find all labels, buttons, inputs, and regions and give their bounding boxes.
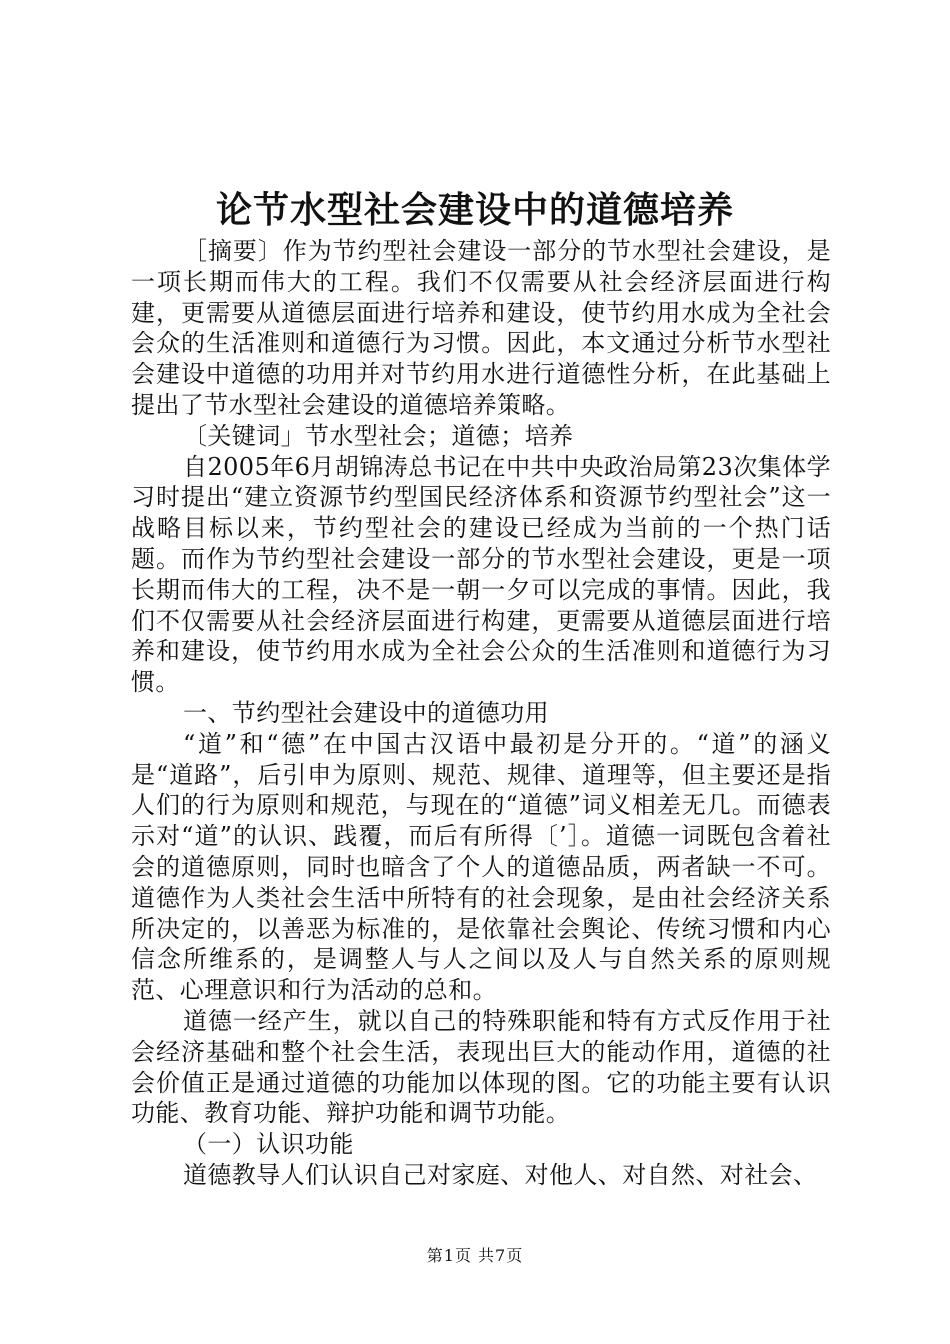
body-paragraph: 道德教导人们认识自己对家庭、对他人、对自然、对社会、 — [183, 1160, 818, 1189]
subsection-heading-1: （一）认识功能 — [183, 1130, 354, 1159]
document-title: 论节水型社会建设中的道德培养 — [215, 189, 734, 231]
document-body — [131, 236, 831, 1191]
intro-paragraph: 自2005年6月胡锦涛总书记在中共中央政治局第23次集体学习时提出“建立资源节约型国民经济体系和资源节约型社会”这一战略目标以来，节约型社会的建设已经成为当前的一个热门话题。而作为节约型社会建设一部分的节水型社会建设，更是一项长期而伟大的工程，决不是一朝一夕可以完成的事情。因此，我们不仅需要从社会经济层面进行构建，更需要从道德层面进行培养和建设，使节约用水成为全社会公众的生活准则和道德行为习惯。 — [131, 452, 831, 697]
keywords-paragraph: 〔关键词」节水型社会；道德；培养 — [183, 421, 574, 450]
abstract-paragraph: ［摘要〕作为节约型社会建设一部分的节水型社会建设，是一项长期而伟大的工程。我们不仅需要从社会经济层面进行构建，更需要从道德层面进行培养和建设，使节约用水成为全社会会众的生活准则和道德行为习惯。因此，本文通过分析节水型社会建设中道德的功用并对节约用水进行道德性分析，在此基础上提出了节水型社会建设的道德培养策略。 — [131, 237, 831, 419]
body-paragraph: 道德一经产生，就以自己的特殊职能和特有方式反作用于社会经济基础和整个社会生活，表现出巨大的能动作用，道德的社会价值正是通过道德的功能加以体现的图。它的功能主要有认识功能、教育功能、辩护功能和调节功能。 — [131, 1006, 831, 1128]
body-paragraph: “道”和“德”在中国古汉语中最初是分开的。“道”的涵义是“道路”，后引申为原则、规范、规律、道理等，但主要还是指人们的行为原则和规范，与现在的“道德”词义相差无几。而德表示对“道”的认识、践覆，而后有所得〔’］。道德一词既包含着社会的道德原则，同时也暗含了个人的道德品质，两者缺一不可。道德作为人类社会生活中所特有的社会现象，是由社会经济关系所决定的，以善恶为标准的，是依靠社会舆论、传统习惯和内心信念所维系的，是调整人与人之间以及人与自然关系的原则规范、心理意识和行为活动的总和。 — [131, 729, 831, 1005]
section-heading-1: 一、节约型社会建设中的道德功用 — [183, 698, 549, 727]
page-footer: 第1页 共7页 — [426, 1246, 524, 1265]
